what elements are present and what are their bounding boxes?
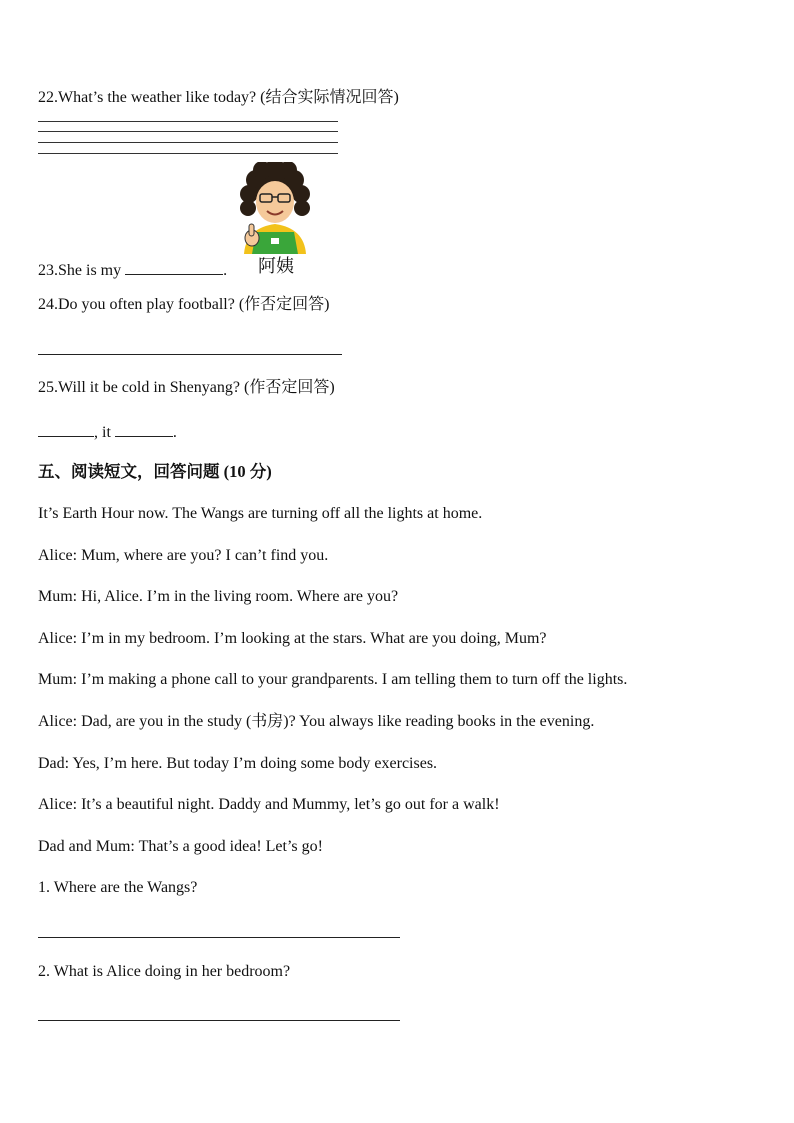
answer-line-q2[interactable]	[38, 1020, 400, 1021]
passage-line: Alice: It’s a beautiful night. Daddy and Mummy, let’s go out for a walk!	[38, 796, 500, 813]
reading-question-1: 1. Where are the Wangs?	[38, 879, 198, 896]
answer-25-mid: , it	[94, 424, 115, 441]
answer-blank-23[interactable]	[125, 260, 223, 275]
answer-line-4[interactable]	[38, 153, 338, 154]
question-22: 22.What’s the weather like today? (结合实际情况回答)	[38, 89, 399, 106]
answer-line-2[interactable]	[38, 131, 338, 132]
passage-line: Alice: Mum, where are you? I can’t find you.	[38, 547, 329, 564]
answer-25	[38, 422, 177, 443]
question-24: 24.Do you often play football? (作否定回答)	[38, 296, 330, 313]
passage-line: Dad and Mum: That’s a good idea! Let’s go!	[38, 838, 323, 855]
question-23	[38, 260, 227, 281]
answer-line-3[interactable]	[38, 142, 338, 143]
reading-question-2: 2. What is Alice doing in her bedroom?	[38, 963, 291, 980]
answer-25-end: .	[172, 424, 177, 441]
section-score: (10 分)	[223, 462, 272, 481]
question-25: 25.Will it be cold in Shenyang? (作否定回答)	[38, 379, 335, 396]
question-23-prefix: 23.She is my	[38, 262, 126, 279]
passage-line: Dad: Yes, I’m here. But today I’m doing some body exercises.	[38, 755, 438, 772]
passage-line: Alice: I’m in my bedroom. I’m looking at the stars. What are you doing, Mum?	[38, 630, 547, 647]
section-heading	[38, 462, 272, 482]
passage-line: Mum: I’m making a phone call to your grandparents. I am telling them to turn off the lights.	[38, 671, 628, 688]
passage-line: It’s Earth Hour now. The Wangs are turning off all the lights at home.	[38, 505, 483, 522]
section-title: 五、阅读短文，回答问题	[38, 462, 224, 481]
answer-line-1[interactable]	[38, 121, 338, 122]
passage-line: Mum: Hi, Alice. I’m in the living room. Where are you?	[38, 588, 399, 605]
answer-blank-25b[interactable]	[115, 422, 173, 437]
answer-line-q1[interactable]	[38, 937, 400, 938]
answer-line-24[interactable]	[38, 354, 342, 355]
passage-line: Alice: Dad, are you in the study (书房)? You always like reading books in the evening.	[38, 713, 595, 730]
answer-blank-25a[interactable]	[38, 422, 94, 437]
aunt-caption: 阿姨	[258, 256, 294, 277]
aunt-illustration	[234, 162, 316, 278]
question-23-suffix: .	[223, 262, 228, 279]
